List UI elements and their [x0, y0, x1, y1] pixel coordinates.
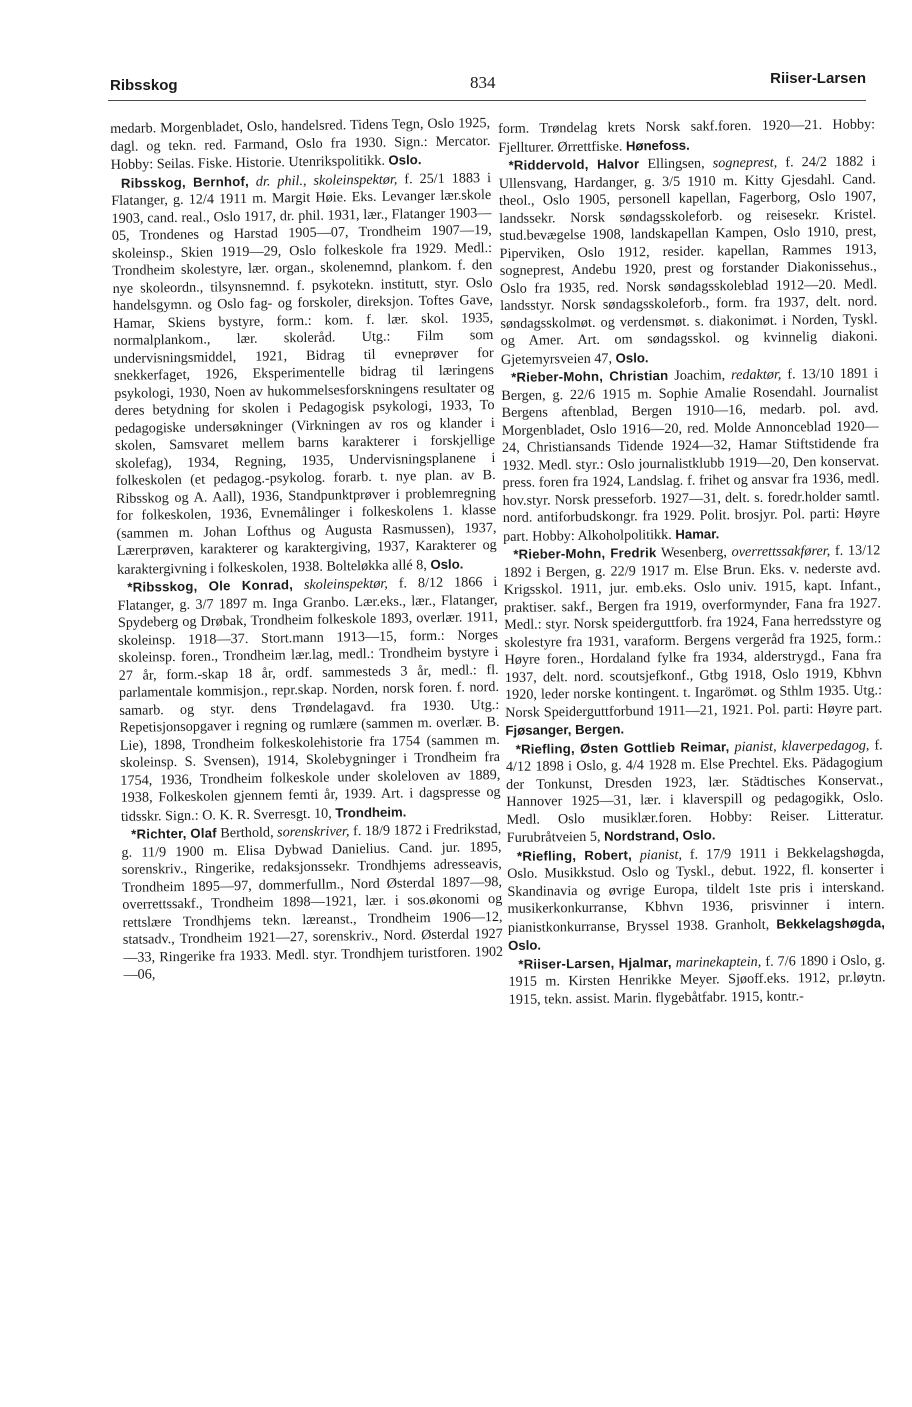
entry-address: Nordstrand, Oslo. [603, 827, 716, 844]
entry-riddervold-halvor [498, 152, 878, 369]
page-number: 834 [470, 73, 496, 92]
entry-body: f. 8/12 1866 i Flatanger, g. 3/7 1897 m. Inga Granbo. Lær.eks., lær., Flatanger, Spydeberg og Drøbak, Trondheim folkeskole 1893, overlær. 1911, skoleinsp. 1918—37. Stort.mann 1913—15, form.: Norges skoleinsp. foren., Trondheim lær.lag, medl.: Trondheim bystyre i 27 år, form.-skap 18 år, ordf. sammesteds 3 år, medl.: fl. parlamentale kommisjon., repr.skap. Norden, norsk foren. f. nord. samarb. og styr. dens Trøndelagavd. fra 1930. Utg.: Repetisjonsopgaver i regning og rumlære (sammen m. overlær. B. Lie), 1898, Trondheim folkeskolehistorie fra 1754 (sammen m. skoleinsp. S. Svensen), 1914, Skolebygninger i Trondheim fra 1754, 1936, Trondheim folkeskole under skoleloven av 1889, 1938, Folkeskolen gjennem femti år, 1939. Art. i dagspresse og tidsskr. Sign.: O. K. R. Sverresgt. 10, [117, 573, 501, 825]
header-rule [108, 100, 866, 101]
entry-address: Oslo. [430, 556, 464, 572]
entry-rieber-mohn-fredrik [503, 541, 882, 740]
entry-name: Ribsskog, Bernhof, [120, 173, 249, 191]
entry-name: *Riddervold, Halvor [508, 156, 640, 173]
entry-continuation [498, 116, 875, 157]
entry-role: redaktør, [731, 366, 782, 384]
entry-address: Trondheim. [335, 803, 407, 821]
entry-name-rest: Joachim, [674, 367, 726, 384]
entry-role: overrettssakfører, [731, 542, 831, 561]
entry-name: *Rieber-Mohn, Fredrik [513, 545, 657, 562]
entry-role: dr. phil., skoleinspektør, [255, 170, 398, 190]
running-head-right: Riiser-Larsen [770, 70, 866, 87]
entry-role: sogneprest, [712, 154, 778, 172]
entry-address: Hamar. [675, 525, 720, 542]
entry-address: Hønefoss. [625, 137, 690, 153]
right-column [498, 116, 890, 1391]
entry-body: f. 4/12 1898 i Oslo, g. 4/4 1928 m. Else Prechtel. Eks. Pädagogium der Tonkunst, Dresden 1923, lær. Städtisches Konservat., Hannover 1925—31, lær. i klaverspill og pedagogikk, Oslo. Medl. Oslo musiklær.foren. Hobby: Reiser. Litteratur. Furubråtveien 5, [505, 736, 884, 846]
entry-role: sorenskriver, [276, 823, 350, 841]
entry-name: *Ribsskog, Ole Konrad, [127, 577, 294, 595]
entry-body: f. 7/6 1890 i Oslo, g. 1915 m. Kirsten Henrikke Meyer. Sjøoff.eks. 1912, pr.løytn. 1915, tekn. assist. Marin. flygebåtfabr. 1915, kontr.- [508, 951, 886, 1008]
entry-name: *Riiser-Larsen, Hjalmar, [518, 954, 672, 972]
entry-body: form. Trøndelag krets Norsk sakf.foren. 1920—21. Hobby: Fjellturer. Ørrettfiske. [498, 116, 876, 156]
entry-body: f. 17/9 1911 i Bekkelagshøgda, Oslo. Musikkstud. Oslo og Tyskl., debut. 1922, fl. konserter i Skandinavia og øvrige Europa, tildelt 1ste pris i interskand. musikerkonkurranse, Kbhvn 1936, prisvinner i intern. pianistkonkurranse, Bryssel 1938. Granholt, [507, 843, 885, 936]
entry-name: *Riefling, Østen Gottlieb Reimar, [515, 738, 730, 757]
entry-riiser-larsen-hjalmar [508, 951, 886, 1009]
entry-body: medarb. Morgenbladet, Oslo, handelsred. Tidens Tegn, Oslo 1925, dagl. og tekn. red. Farmand, Oslo fra 1930. Sign.: Mercator. Hobby: Seilas. Fiske. Historie. Utenrikspolitikk. [110, 115, 491, 173]
entry-body: f. 18/9 1872 i Fredrikstad, g. 11/9 1900 m. Elisa Dybwad Danielius. Cand. jur. 1895, sorenskriv., Ringerike, redaksjonssekr. Trondhjems adresseavis, Trondheim 1895—97, dommerfullm., Nord Østerdal 1897—98, overrettssakf., Trondheim 1898—1921, lær. i sos.økonomi og rettslære Trondhjems tekn. læreanst., Trondheim 1906—12, statsadv., Trondheim 1921—27, sorenskriv., Nord. Østerdal 1927—33, Ringerike fra 1933. Medl. styr. Trondhjem turistforen. 1902—06, [121, 820, 504, 983]
running-head-left: Ribsskog [110, 77, 178, 94]
entry-body: f. 13/10 1891 i Bergen, g. 22/6 1915 m. Sophie Amalie Rosendahl. Journalist Bergens aftenblad, Bergen 1910—16, medarb. pol. avd. Morgenbladet, Oslo 1916—20, red. Molde Annonceblad 1920—24, Christiansands Tidende 1924—32, Hamar Stiftstidende fra 1932. Medl. styr.: Oslo journalistklubb 1919—20, Den konservat. press. foren fra 1924, Landslag. f. frihet og ansvar fra 1936, medl. hov.styr. Norsk presseforb. 1927—31, delt. s. foredr.holder samtl. nord. antiforbudskongr. fra 1929. Polit. brosjyr. Pol. parti: Høyre part. Hobby: Alkoholpolitikk. [501, 365, 880, 545]
entry-address: Oslo. [388, 152, 422, 168]
entry-address: Bekkelagshøgda, Oslo. [507, 914, 885, 953]
entry-riefling-robert [507, 843, 885, 956]
entry-ribsskog-ole-konrad [117, 573, 501, 826]
entry-role: skoleinspektør, [303, 575, 388, 594]
entry-name: *Rieber-Mohn, Christian [511, 367, 669, 385]
entry-address: Oslo. [615, 349, 649, 366]
entry-continuation [110, 115, 491, 174]
entry-role: marinekaptein, [675, 953, 762, 971]
entry-name-rest: Ellingsen, [647, 155, 705, 173]
entry-name: *Richter, Olaf [131, 825, 217, 842]
left-column [110, 115, 510, 1391]
entry-name-rest: Wesenberg, [660, 544, 727, 562]
entry-body: f. 25/1 1883 i Flatanger, g. 12/4 1911 m. Margit Høie. Eks. Levanger lær.skole 1903, cand. real., Oslo 1917, dr. phil. 1931, lær., Flatanger 1903—05, Trondenes og Harstad 1905—07, Trondheim 1907—19, skoleinsp., Skien 1919—29, Oslo folkeskole fra 1929. Medl.: Trondheim skolestyre, lær. organ., skolenemnd, plankom. f. den nye skoleordn., tilsynsnemnd. f. psykotekn. institutt, styr. Oslo handelsgymn. og Oslo fag- og forskoler, direksjon. Toftes Gave, Hamar, Skiens bystyre, form.: kom. f. lær. skol. 1935, normalplankom., lær. skoleråd. Utg.: Film som undervisningsmiddel, 1921, Bidrag til evneprøver for snekkerfaget, 1926, Eksperimentelle bidrag til læringens psykologi, 1930, Noen av hukommelsesforskningens resultater og deres betydning for skolen i Pedagogisk psykologi, 1933, To pedagogiske undersøkninger (Virkningen av ros og klander i skolen, Samsvaret mellem barns karakterer i forskjellige skolefag), 1934, Regning, 1935, Undervisningsplanene i folkeskolen (et pedagog.-psykolog. forarb. t. nye plan. av B. Ribsskog og A. Aall), 1936, Standpunktprøver i problemregning for folkeskolen, 1936, Evnemålinger i folkeskolens 1. klasse (sammen m. Johan Lofthus og Augusta Rasmussen), 1937, Lærerprøven, karakterer og karaktergiving, 1937, Karakterer og karaktergivning i folkeskolen, 1938. Bolteløkka allé 8, [111, 169, 497, 578]
entry-name-rest: Berthold, [220, 824, 274, 842]
entry-richter-olaf [121, 820, 503, 984]
entry-ribsskog-bernhof [111, 169, 497, 579]
entry-riefling-osten [506, 736, 884, 848]
entry-address: Fjøsanger, Bergen. [505, 721, 625, 738]
entry-body: f. 13/12 1892 i Bergen, g. 22/9 1917 m. Else Brun. Eks. v. nederste avd. Krigsskol. 1911, jur. emb.eks. Oslo univ. 1915, kapt. Infant., praktiser. sakf., Bergen fra 1919, overformynder, Fana fra 1927. Medl.: styr. Norsk speiderguttforb. fra 1924, Fana herredsstyre og skolestyre fra 1931, varaform. Bergens vergeråd fra 1925, form.: Høyre foren., Hordaland fylke fra 1934, alderstrygd., Fana fra 1937, delt. nord. scoutsjefkonf., Gtbg 1918, Oslo 1919, Kbhvn 1920, leder norske kontingent. t. Ingarömøt. og Sthlm 1935. Utg.: Norsk Speiderguttforbund 1911—21, 1921. Pol. parti: Høyre part. [503, 542, 883, 721]
entry-role: pianist, klaverpedagog, [734, 737, 870, 755]
entry-body: f. 24/2 1882 i Ullensvang, Hardanger, g. 3/5 1910 m. Kitty Gjesdahl. Cand. theol., Oslo 1905, personell kapellan, Fagerborg, Oslo 1907, landssekr. Norsk søndagsskoleforb. og reisesekr. Kristel. stud.bevægelse 1908, landskapellan Kampen, Oslo 1910, prest, Piperviken, Oslo 1912, resider. kapellan, Rammes 1913, sogneprest, Andebu 1920, prest og forstander Diakonissehus., Oslo fra 1935, red. Norsk søndagsskoleblad 1912—20. Medl. landsstyr. Norsk søndagsskoleforb., form. fra 1937, delt. nord. søndagsskolmøt. og verdensmøt. s. diakonimøt. i Norden, Tyskl. og Amer. Art. om søndagsskol. og kvinnelig diakoni. Gjetemyrsveien 47, [498, 153, 878, 368]
entry-name: *Riefling, Robert, [516, 846, 632, 864]
entry-rieber-mohn-christian [501, 364, 880, 546]
entry-role: pianist, [639, 846, 683, 863]
